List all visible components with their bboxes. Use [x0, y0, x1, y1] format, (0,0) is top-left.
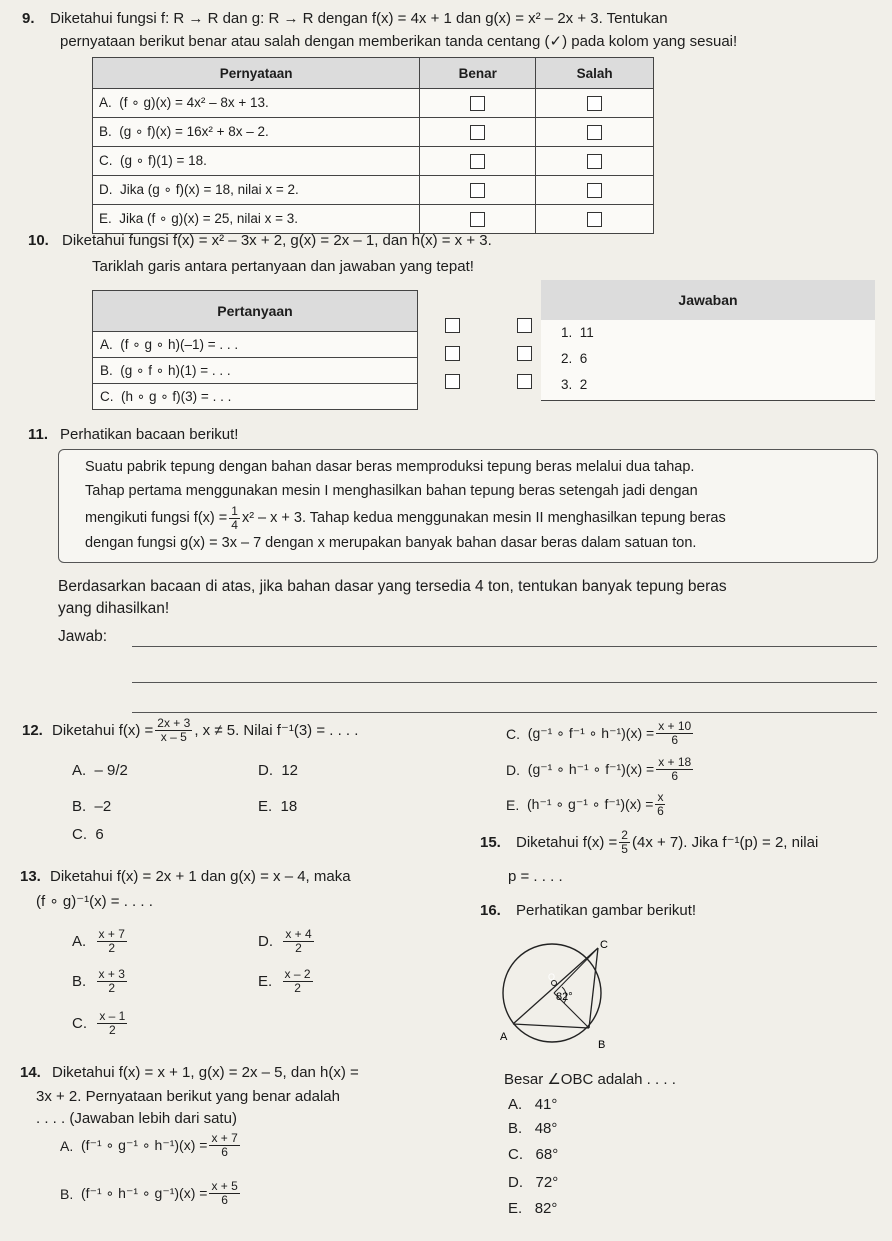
option-letter: B.	[72, 973, 87, 990]
q11-fraction-denominator: 4	[231, 517, 238, 532]
option-value: –2	[94, 798, 112, 815]
q16-stem: Besar ∠OBC adalah . . . .	[504, 1071, 676, 1088]
option-letter: B.	[508, 1120, 523, 1137]
option-fraction	[97, 968, 127, 995]
q9-true-checkbox[interactable]	[470, 96, 485, 111]
option-fraction	[97, 928, 127, 955]
q11-answer-label: Jawab:	[58, 628, 108, 645]
q15-number: 15.	[480, 834, 501, 851]
radius-oc	[554, 948, 598, 993]
q9-row-letter: B.	[99, 124, 112, 139]
fraction-denominator: 2	[295, 941, 302, 955]
q10-answer-panel	[541, 280, 875, 401]
q10-answer-value: 2	[579, 377, 588, 392]
q10-question-letter: A.	[100, 337, 113, 352]
q16-option[interactable]	[508, 1146, 558, 1163]
q10-question-item	[93, 384, 417, 409]
q15-fraction	[619, 829, 630, 856]
option-letter: B.	[60, 1185, 74, 1202]
q15-stem-fragment: (4x + 7). Jika f⁻¹(p) = 2, nilai	[631, 834, 819, 851]
q10-answer-value: 11	[579, 325, 594, 340]
q11-reading-fragment: x² – x + 3. Tahap kedua menggunakan mesin II menghasilkan tepung beras	[241, 510, 726, 526]
option-letter: E.	[258, 973, 273, 990]
q10-answer-connector[interactable]	[517, 374, 532, 389]
q9-stem-line1: Diketahui fungsi f: R → R dan g: R → R dengan f(x) = 4x + 1 dan g(x) = x² – 2x + 3. Tentukan	[50, 10, 668, 27]
option-letter: E.	[506, 796, 520, 813]
q9-stem-line2: pernyataan berikut benar atau salah dengan memberikan tanda centang (✓) pada kolom yang sesuai!	[60, 33, 738, 50]
q10-answer-value: 6	[579, 351, 588, 366]
q9-false-checkbox[interactable]	[587, 154, 602, 169]
q16-number: 16.	[480, 902, 501, 919]
option-letter: B.	[72, 798, 87, 815]
q9-row-text: (g ∘ f)(x) = 16x² + 8x – 2.	[119, 124, 269, 139]
option-letter: A.	[60, 1137, 74, 1154]
q16-option[interactable]	[508, 1200, 557, 1217]
q9-row-letter: A.	[99, 95, 112, 110]
q9-row	[93, 89, 654, 118]
q11-reading-box	[58, 449, 878, 563]
option-expression: (f⁻¹ ∘ g⁻¹ ∘ h⁻¹)(x) =	[81, 1137, 208, 1153]
chord-ac	[513, 948, 598, 1024]
q9-row	[93, 205, 654, 234]
option-letter: E.	[258, 798, 273, 815]
q13-option[interactable]	[258, 928, 316, 955]
q10-answer-item	[541, 372, 875, 398]
q10-stem-line2: Tariklah garis antara pertanyaan dan jawaban yang tepat!	[92, 258, 474, 275]
q11-reading-line: dengan fungsi g(x) = 3x – 7 dengan x merupakan banyak bahan dasar beras dalam satuan ton.	[85, 535, 697, 551]
label-a: A	[500, 1031, 508, 1043]
option-letter: A.	[508, 1096, 523, 1113]
q9-header-statement: Pernyataan	[93, 58, 420, 89]
q11-question-line1: Berdasarkan bacaan di atas, jika bahan dasar yang tersedia 4 ton, tentukan banyak tepung beras	[58, 578, 727, 595]
q10-number: 10.	[28, 232, 49, 249]
q13-option[interactable]	[72, 1010, 129, 1037]
q9-row-letter: C.	[99, 153, 113, 168]
q9-table	[92, 57, 654, 234]
option-expression: (g⁻¹ ∘ h⁻¹ ∘ f⁻¹)(x) =	[527, 761, 655, 777]
option-letter: D.	[258, 762, 273, 779]
q16-option[interactable]	[508, 1096, 557, 1113]
option-value: – 9/2	[94, 762, 128, 779]
chord-bc	[589, 948, 598, 1028]
q15-stem-line2: p = . . . .	[508, 868, 563, 885]
q9-header-false: Salah	[536, 58, 654, 89]
q11-answer-line[interactable]	[132, 682, 877, 683]
q10-answer-header: Jawaban	[541, 280, 875, 320]
q10-question-connector[interactable]	[445, 346, 460, 361]
q12-option[interactable]	[72, 798, 111, 815]
q15-stem-fragment: Diketahui f(x) =	[516, 833, 618, 851]
q9-true-checkbox[interactable]	[470, 154, 485, 169]
q12-fraction	[155, 717, 192, 744]
q10-stem-line1: Diketahui fungsi f(x) = x² – 3x + 2, g(x) = 2x – 1, dan h(x) = x + 3.	[62, 232, 492, 249]
q11-reading-line	[85, 503, 726, 532]
q12-option[interactable]	[72, 762, 128, 779]
option-fraction	[656, 720, 693, 747]
q13-number: 13.	[20, 868, 41, 885]
fraction-numerator: x – 1	[99, 1009, 126, 1023]
q10-answer-connector[interactable]	[517, 318, 532, 333]
fraction-numerator: x + 3	[98, 967, 125, 981]
q9-true-checkbox[interactable]	[470, 183, 485, 198]
fraction-numerator: x – 2	[284, 967, 311, 981]
q12-option[interactable]	[258, 762, 298, 779]
fraction-denominator: 6	[671, 733, 679, 747]
fraction-denominator: 6	[671, 769, 679, 783]
fraction-numerator: x + 7	[98, 927, 125, 941]
q10-question-connector[interactable]	[445, 318, 460, 333]
option-expression: (g⁻¹ ∘ f⁻¹ ∘ h⁻¹)(x) =	[527, 725, 655, 741]
q11-reading-line: Tahap pertama menggunakan mesin I menghasilkan bahan tepung beras setengah jadi dengan	[85, 483, 698, 499]
q15-stem-line1	[516, 828, 818, 856]
option-letter: E.	[508, 1200, 523, 1217]
option-value: 12	[281, 762, 299, 779]
fraction-numerator: x + 5	[211, 1179, 238, 1193]
fraction-denominator: 6	[657, 804, 664, 818]
angle-label: 82°	[556, 991, 573, 1003]
option-letter: D.	[258, 933, 273, 950]
q11-answer-line[interactable]	[132, 646, 877, 647]
q12-stem-fragment: Diketahui f(x) =	[52, 721, 154, 739]
q11-fraction-numerator: 1	[231, 503, 238, 518]
q10-answer-number: 3.	[561, 377, 573, 392]
q10-answer-number: 1.	[561, 325, 573, 340]
option-value: 72°	[535, 1174, 559, 1191]
q12-option[interactable]	[72, 826, 104, 843]
q10-question-letter: C.	[100, 389, 114, 404]
q9-row-text: Jika (g ∘ f)(x) = 18, nilai x = 2.	[120, 182, 299, 197]
q11-question-line2: yang dihasilkan!	[58, 600, 170, 617]
q15-fraction-numerator: 2	[621, 827, 628, 842]
q9-row	[93, 176, 654, 205]
option-fraction	[283, 968, 313, 995]
q10-question-item	[93, 332, 417, 358]
q11-fraction	[229, 505, 240, 532]
q14-option[interactable]	[60, 1132, 242, 1159]
q16-title: Perhatikan gambar berikut!	[516, 902, 697, 919]
option-letter: A.	[72, 762, 87, 779]
fraction-denominator: 2	[108, 941, 116, 955]
fraction-denominator: 2	[108, 981, 116, 995]
q9-false-checkbox[interactable]	[587, 125, 602, 140]
q9-row	[93, 118, 654, 147]
option-expression: (f⁻¹ ∘ h⁻¹ ∘ g⁻¹)(x) =	[81, 1185, 208, 1201]
option-value: 18	[280, 798, 298, 815]
option-letter: D.	[508, 1174, 523, 1191]
fraction-numerator: x	[657, 790, 664, 804]
q15-fraction-denominator: 5	[621, 841, 628, 856]
q9-true-checkbox[interactable]	[470, 125, 485, 140]
fraction-denominator: 6	[221, 1145, 228, 1159]
q12-number: 12.	[22, 722, 43, 739]
fraction-numerator: x + 7	[211, 1131, 238, 1145]
q10-question-text: (f ∘ g ∘ h)(–1) = . . .	[120, 337, 239, 352]
q13-option[interactable]	[258, 968, 315, 995]
q14-stem-line2: 3x + 2. Pernyataan berikut yang benar adalah	[36, 1088, 340, 1105]
chord-ab	[513, 1024, 589, 1028]
fraction-denominator: 6	[221, 1193, 228, 1207]
q10-question-letter: B.	[100, 363, 113, 378]
q14-number: 14.	[20, 1064, 41, 1081]
fraction-numerator: x + 18	[658, 755, 692, 769]
option-fraction	[655, 791, 665, 818]
option-expression: (h⁻¹ ∘ g⁻¹ ∘ f⁻¹)(x) =	[527, 796, 654, 812]
option-fraction	[209, 1132, 239, 1159]
q9-number: 9.	[22, 10, 35, 27]
q9-row-text: Jika (f ∘ g)(x) = 25, nilai x = 3.	[119, 211, 299, 226]
q16-option[interactable]	[508, 1174, 558, 1191]
label-b: B	[598, 1039, 606, 1051]
option-fraction	[209, 1180, 239, 1207]
q10-question-panel	[92, 290, 418, 410]
q9-row	[93, 147, 654, 176]
q16-option[interactable]	[508, 1120, 557, 1137]
fraction-numerator: x + 4	[285, 927, 312, 941]
option-value: 68°	[535, 1146, 559, 1163]
q10-question-text: (h ∘ g ∘ f)(3) = . . .	[121, 389, 232, 404]
q10-question-header: Pertanyaan	[93, 291, 417, 332]
fraction-denominator: 2	[109, 1023, 116, 1037]
q13-stem-line1: Diketahui f(x) = 2x + 1 dan g(x) = x – 4, maka	[50, 868, 351, 885]
q10-answer-item	[541, 320, 875, 346]
q14-stem-line3: . . . . (Jawaban lebih dari satu)	[36, 1110, 237, 1127]
q11-answer-line[interactable]	[132, 712, 877, 713]
q10-answer-item	[541, 346, 875, 372]
fraction-numerator: x + 10	[658, 719, 692, 733]
q10-question-text: (g ∘ f ∘ h)(1) = . . .	[120, 363, 231, 378]
q10-answer-number: 2.	[561, 351, 573, 366]
option-letter: C.	[72, 826, 87, 843]
option-letter: D.	[506, 761, 520, 778]
q14-option[interactable]	[60, 1180, 242, 1207]
q10-answer-connector[interactable]	[517, 346, 532, 361]
q14-option[interactable]	[506, 791, 667, 818]
q9-row-text: (f ∘ g)(x) = 4x² – 8x + 13.	[119, 95, 269, 110]
q14-option[interactable]	[506, 720, 695, 747]
q11-reading-line: Suatu pabrik tepung dengan bahan dasar beras memproduksi tepung beras melalui dua tahap.	[85, 459, 695, 475]
option-letter: C.	[508, 1146, 523, 1163]
q9-row-text: (g ∘ f)(1) = 18.	[120, 153, 207, 168]
option-fraction	[656, 756, 693, 783]
fraction-denominator: 2	[294, 981, 301, 995]
label-o: O	[548, 972, 556, 982]
q9-row-letter: D.	[99, 182, 113, 197]
option-value: 48°	[534, 1120, 558, 1137]
option-fraction	[283, 928, 313, 955]
q9-false-checkbox[interactable]	[587, 212, 602, 227]
option-letter: C.	[506, 725, 520, 742]
q16-circle-figure	[490, 926, 640, 1056]
option-value: 6	[95, 826, 104, 843]
q13-option[interactable]	[72, 928, 129, 955]
q10-question-connector[interactable]	[445, 374, 460, 389]
q9-header-true: Benar	[420, 58, 536, 89]
q11-title: Perhatikan bacaan berikut!	[60, 426, 239, 443]
label-c: C	[600, 939, 608, 951]
q9-false-checkbox[interactable]	[587, 183, 602, 198]
q12-stem	[52, 716, 358, 744]
q11-number: 11.	[28, 426, 49, 443]
option-value: 82°	[534, 1200, 558, 1217]
q12-stem-fragment: , x ≠ 5. Nilai f⁻¹(3) = . . . .	[194, 722, 359, 739]
q14-stem-line1: Diketahui f(x) = x + 1, g(x) = 2x – 5, dan h(x) =	[52, 1064, 359, 1081]
q12-option[interactable]	[258, 798, 297, 815]
q13-stem-line2: (f ∘ g)⁻¹(x) = . . . .	[36, 893, 153, 910]
q12-fraction-numerator: 2x + 3	[157, 715, 191, 730]
option-value: 41°	[534, 1096, 558, 1113]
q11-reading-fragment: mengikuti fungsi f(x) =	[85, 510, 228, 526]
q9-true-checkbox[interactable]	[470, 212, 485, 227]
q14-option[interactable]	[506, 756, 695, 783]
option-fraction	[97, 1010, 127, 1037]
q12-fraction-denominator: x – 5	[160, 729, 187, 744]
option-letter: C.	[72, 1015, 87, 1032]
q9-false-checkbox[interactable]	[587, 96, 602, 111]
option-letter: A.	[72, 933, 87, 950]
q9-row-letter: E.	[99, 211, 112, 226]
q10-question-item	[93, 358, 417, 384]
q13-option[interactable]	[72, 968, 129, 995]
